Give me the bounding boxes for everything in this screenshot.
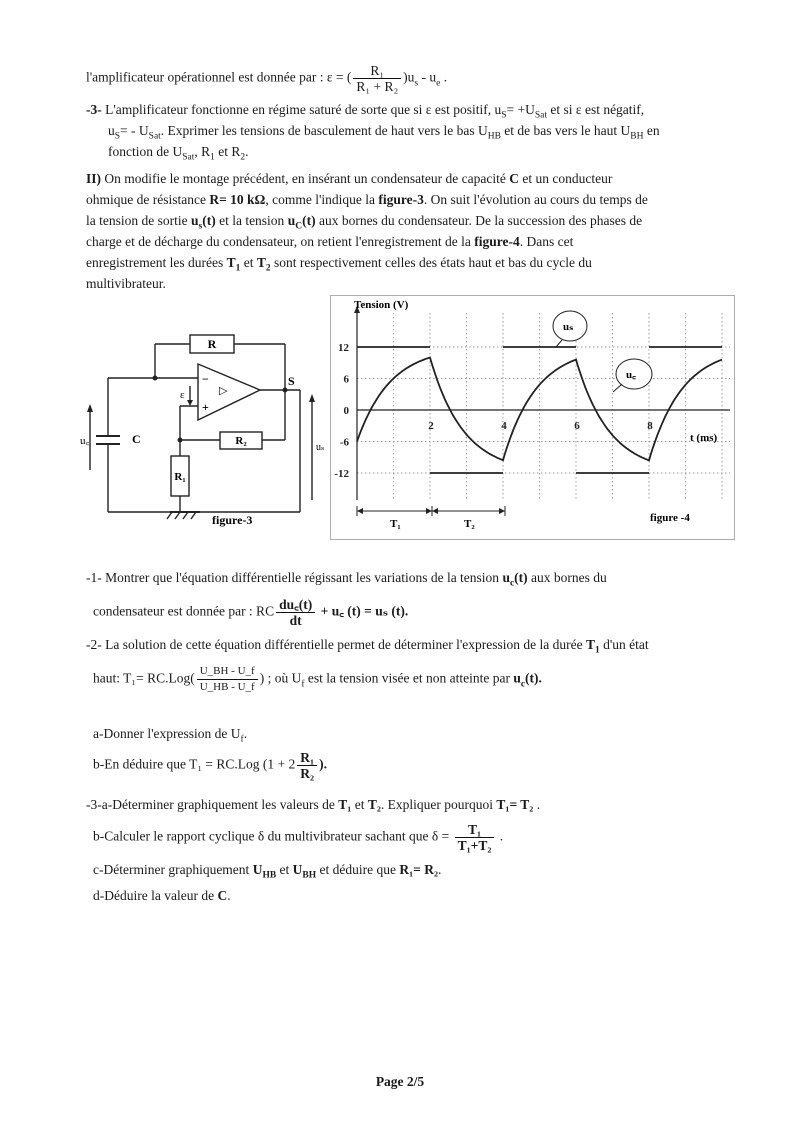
figure-3-circuit [80,322,325,532]
x-tick-label: 8 [647,420,653,432]
label-c: C [132,432,141,446]
page-footer: Page 2/5 [375,1074,425,1089]
question-3-line-1: -3- L'amplificateur fonctionne en régime saturé de sorte que si ε est positif, $u_S= +U_{Sat}$ et si ε est négatif, [86,102,645,121]
fraction-r1-r2: $\frac{\text{R₁}}{\text{R₂}}$ [297,750,317,781]
fraction-duc-dt: $\frac{du꜀(t)}{dt}$ [276,597,315,628]
y-axis-title: Tension (V) [354,299,409,311]
q2-b: b-En déduire que T₁ = RC.Log (1 + 2 $\frac{\text{R₁}}{\text{R₂}}$ ). [93,750,327,781]
q3-a: -3-a-Déterminer graphiquement les valeurs de T₁ et T₂. Expliquer pourquoi T₁= T₂ . [86,797,541,812]
fraction-log-argument: $\frac{U\_BH - U\_f}{U\_HB - U\_f}$ [197,664,258,695]
y-tick-label: -12 [334,468,349,480]
q3-b: b-Calculer le rapport cyclique δ du multivibrateur sachant que δ = $\frac{\text{T₁}}{\text{T₁+T₂}}$ . [93,822,504,853]
q2-line-1: -2- La solution de cette équation différentielle permet de déterminer l'expression de la durée $T_1$ d'un état [86,637,649,656]
figure-4-chart [330,295,735,540]
bubble-us-label: uₛ [563,321,574,333]
q3-c: c-Déterminer graphiquement $U_{HB}$ et $U_{BH}$ et déduire que R₁= R₂. [93,862,442,881]
part-2-line-6: multivibrateur. [86,276,166,291]
question-3-line-2: $u_S= - U_{Sat}$. Exprimer les tensions de basculement de haut vers le bas $U_{HB}$ et de bas vers le haut $U_{BH}$ en [108,123,660,142]
y-tick-label: -6 [339,436,349,449]
bubble-uc-label: u꜀ [626,369,636,381]
label-uc: u꜀ [80,435,90,447]
label-r: R [207,337,217,351]
part-2-line-2: ohmique de résistance R= 10 kΩ, comme l'indique la figure-3. On suit l'évolution au cours du temps de [86,192,648,207]
q1-line-1: -1- Montrer que l'équation différentielle régissant les variations de la tension $u_c(t)$ aux bornes du [86,570,607,589]
chart-axes [354,306,730,500]
label-r1: R₁ [174,471,186,483]
x-tick-label: 6 [574,420,580,432]
chart-grid [357,313,730,500]
figure-4-caption: figure -4 [650,512,690,524]
label-minus: − [202,372,209,386]
y-tick-label: 6 [343,373,349,386]
q1-line-2: condensateur est donnée par : RC $\frac{du꜀(t)}{dt}$ + u꜀ (t) = uₛ (t). [93,597,409,628]
part-2-line-1: II) On modifie le montage précédent, en insérant un condensateur de capacité C et un conducteur [86,171,613,186]
x-tick-label: 2 [428,420,434,432]
label-epsilon: ε [180,389,185,401]
label-t1: T₁ [390,518,401,530]
fraction-duty-cycle: $\frac{\text{T₁}}{\text{T₁+T₂}}$ [455,822,495,853]
label-opamp-symbol: ▷ [219,385,228,397]
label-s: S [288,374,295,388]
part-2-line-3: la tension de sortie $u_s(t)$ et la tension $u_C(t)$ aux bornes du condensateur. De la succession des phases de [86,213,643,232]
question-3-line-3: fonction de $U_{Sat}$, $R_1$ et $R_2$. [108,144,249,163]
y-tick-label: 0 [343,405,349,417]
label-t2: T₂ [464,518,475,530]
fraction-r1-over-sum: $\frac{\text{R₁}}{\text{R₁ + R₂}}$ [353,63,401,94]
part-2-line-5: enregistrement les durées $T_1$ et $T_2$ sont respectivement celles des états haut et bas du cycle du [86,255,592,274]
y-tick-label: 12 [338,342,349,354]
x-axis-title: t (ms) [690,432,718,444]
label-plus: + [202,400,209,414]
q2-a: a-Donner l'expression de $U_f$. [93,726,248,745]
label-us: uₛ [316,442,325,453]
chart-border [331,296,735,540]
x-tick-label: 4 [501,420,507,432]
chart-ticks [334,342,653,480]
formula-epsilon-line: l'amplificateur opérationnel est donnée par : ε = ( $\frac{\text{R₁}}{\text{R₁ + R₂}}$ )$u_s - u_e$ . [86,63,448,94]
uc-curve [357,358,722,461]
q3-d: d-Déduire la valeur de C. [93,888,231,903]
part-2-line-4: charge et de décharge du condensateur, on retient l'enregistrement de la figure-4. Dans cet [86,234,574,249]
label-r2: R₂ [235,435,247,447]
q2-line-2: haut: T₁= RC.Log( $\frac{U\_BH - U\_f}{U\_HB - U\_f}$ ) ; où $U_f$ est la tension visée et non atteinte par $u_c(t)$. [93,665,542,693]
figure-3-caption: figure-3 [212,513,253,527]
